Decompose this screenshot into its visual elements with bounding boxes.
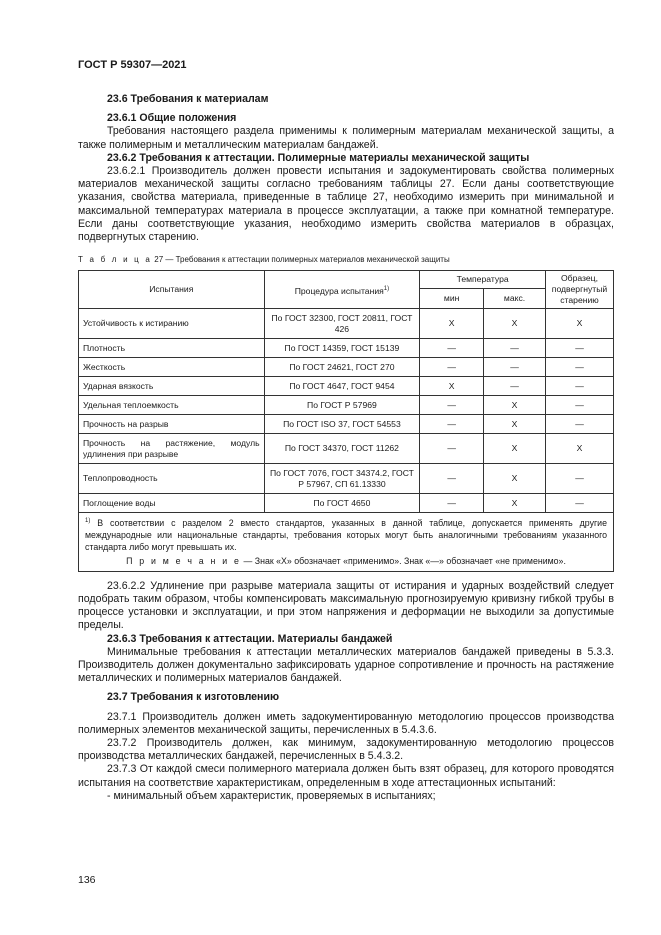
cell-aged: — xyxy=(545,339,613,358)
cell-test: Прочность на разрыв xyxy=(79,415,265,434)
table-row xyxy=(79,339,614,358)
cell-test: Ударная вязкость xyxy=(79,377,265,396)
col-header-max: макс. xyxy=(484,289,546,309)
cell-procedure: По ГОСТ ISO 37, ГОСТ 54553 xyxy=(264,415,420,434)
col-header-aged: Образец, подвергнутый старению xyxy=(545,271,613,309)
table-row xyxy=(79,415,614,434)
cell-max: X xyxy=(484,309,546,339)
page-content xyxy=(78,93,614,803)
subsection-2-text: 23.6.2.1 Производитель должен провести испытания и задокументировать свойства полимерных материалов механической защиты согласно требованиям таблицы 27. Если даны соответствующие указания, свойства материала, приведенные в таблице 27, необходимо измерить при минимальной и максимальной температурах материала в процессе эксплуатации, а также при комнатной температуре. Если даны соответствующие указания, необходимо измерить свойства материалов в образцах, подвергнутых старению. xyxy=(78,165,614,244)
cell-max: — xyxy=(484,358,546,377)
paragraph-23-7-1: 23.7.1 Производитель должен иметь задокументированную методологию процессов производства полимерных элементов механической защиты, перечисленных в 5.4.3.6. xyxy=(78,710,614,736)
cell-max: X xyxy=(484,494,546,513)
note-label: П р и м е ч а н и е xyxy=(126,556,242,567)
footnote-text: В соответствии с разделом 2 вместо стандартов, указанных в данной таблице, допускается применять другие международные или национальные стандарты, требования которых могут быть аналогичными требованиям указанного стандарта либо могут превышать их. xyxy=(85,518,607,552)
cell-max: X xyxy=(484,415,546,434)
cell-aged: X xyxy=(545,309,613,339)
subsection-1-text: Требования настоящего раздела применимы к полимерным материалам механической защиты, а также полимерным и металлическим материалам бандажей. xyxy=(78,125,614,151)
standard-header: ГОСТ Р 59307—2021 xyxy=(78,59,187,71)
cell-min: — xyxy=(420,358,484,377)
table-row xyxy=(79,396,614,415)
table-note xyxy=(85,556,607,568)
paragraph-23-6-2-2: 23.6.2.2 Удлинение при разрыве материала защиты от истирания и ударных воздействий следует подобрать таким образом, чтобы компенсировать максимальную прогнозируемую кривизну гибкой трубы в процессе установки и эксплуатации, и при этом напряжения и деформации не выходили за допустимые пределы. xyxy=(78,579,614,632)
cell-min: X xyxy=(420,377,484,396)
section-23-7-title: 23.7 Требования к изготовлению xyxy=(107,691,280,704)
table-row xyxy=(79,377,614,396)
cell-aged: — xyxy=(545,377,613,396)
table-row xyxy=(79,434,614,464)
col-header-test: Испытания xyxy=(79,271,265,309)
cell-aged: X xyxy=(545,434,613,464)
footnote-ref: 1) xyxy=(383,285,390,292)
cell-max: — xyxy=(484,339,546,358)
table-row xyxy=(79,309,614,339)
cell-min: — xyxy=(420,396,484,415)
table-caption-label: Т а б л и ц а xyxy=(78,255,153,265)
cell-procedure: По ГОСТ 7076, ГОСТ 34374.2, ГОСТ Р 57967, СП 61.13330 xyxy=(264,464,420,494)
cell-procedure: По ГОСТ 4650 xyxy=(264,494,420,513)
cell-aged: — xyxy=(545,358,613,377)
cell-test: Прочность на растяжение, модуль удлинения при разрыве xyxy=(79,434,265,464)
cell-procedure: По ГОСТ Р 57969 xyxy=(264,396,420,415)
cell-max: X xyxy=(484,464,546,494)
col-header-temperature: Температура xyxy=(420,271,546,289)
table-caption-text: 27 — Требования к аттестации полимерных материалов механической защиты xyxy=(154,255,450,265)
table-footnote xyxy=(79,513,614,571)
subsection-3-text: Минимальные требования к аттестации металлических материалов бандажей приведены в 5.3.3. Производитель должен документально зафиксировать ударное сопротивление и прочность на растяжение металлических и полимерных материалов бандажей. xyxy=(78,645,614,685)
cell-test: Поглощение воды xyxy=(79,494,265,513)
cell-procedure: По ГОСТ 14359, ГОСТ 15139 xyxy=(264,339,420,358)
table-row xyxy=(79,358,614,377)
cell-test: Устойчивость к истиранию xyxy=(79,309,265,339)
cell-aged: — xyxy=(545,396,613,415)
cell-procedure: По ГОСТ 24621, ГОСТ 270 xyxy=(264,358,420,377)
note-text: — Знак «X» обозначает «применимо». Знак «—» обозначает «не применимо». xyxy=(243,556,566,567)
bullet-item: - минимальный объем характеристик, проверяемых в испытаниях; xyxy=(107,789,436,802)
cell-procedure: По ГОСТ 34370, ГОСТ 11262 xyxy=(264,434,420,464)
cell-test: Удельная теплоемкость xyxy=(79,396,265,415)
subsection-1-title: 23.6.1 Общие положения xyxy=(107,112,237,125)
cell-procedure: По ГОСТ 4647, ГОСТ 9454 xyxy=(264,377,420,396)
cell-min: — xyxy=(420,434,484,464)
footnote-mark: 1) xyxy=(85,518,91,525)
col-header-min: мин xyxy=(420,289,484,309)
cell-max: — xyxy=(484,377,546,396)
cell-max: X xyxy=(484,396,546,415)
cell-min: — xyxy=(420,464,484,494)
requirements-table xyxy=(78,270,614,571)
subsection-3-title: 23.6.3 Требования к аттестации. Материалы бандажей xyxy=(107,632,393,645)
subsection-2-title: 23.6.2 Требования к аттестации. Полимерные материалы механической защиты xyxy=(107,151,530,164)
cell-min: — xyxy=(420,339,484,358)
cell-aged: — xyxy=(545,415,613,434)
paragraph-23-7-3: 23.7.3 От каждой смеси полимерного материала должен быть взят образец, для которого проводятся испытания на соответствие характеристикам, определенным в ходе аттестационных испытаний: xyxy=(78,763,614,789)
cell-aged: — xyxy=(545,494,613,513)
cell-min: — xyxy=(420,415,484,434)
table-row xyxy=(79,464,614,494)
page-number: 136 xyxy=(78,874,96,886)
cell-test: Теплопроводность xyxy=(79,464,265,494)
section-title: 23.6 Требования к материалам xyxy=(107,93,269,105)
cell-aged: — xyxy=(545,464,613,494)
table-caption xyxy=(78,253,614,266)
cell-procedure: По ГОСТ 32300, ГОСТ 20811, ГОСТ 426 xyxy=(264,309,420,339)
cell-min: — xyxy=(420,494,484,513)
paragraph-23-7-2: 23.7.2 Производитель должен, как минимум, задокументированную методологию процессов производства металлических бандажей, перечисленных в 5.4.3.2. xyxy=(78,736,614,763)
table-row xyxy=(79,494,614,513)
cell-test: Жесткость xyxy=(79,358,265,377)
cell-min: X xyxy=(420,309,484,339)
col-header-procedure: Процедура испытания$^{1)}$ xyxy=(264,271,420,309)
table-footnote-row xyxy=(79,513,614,571)
cell-max: X xyxy=(484,434,546,464)
cell-test: Плотность xyxy=(79,339,265,358)
